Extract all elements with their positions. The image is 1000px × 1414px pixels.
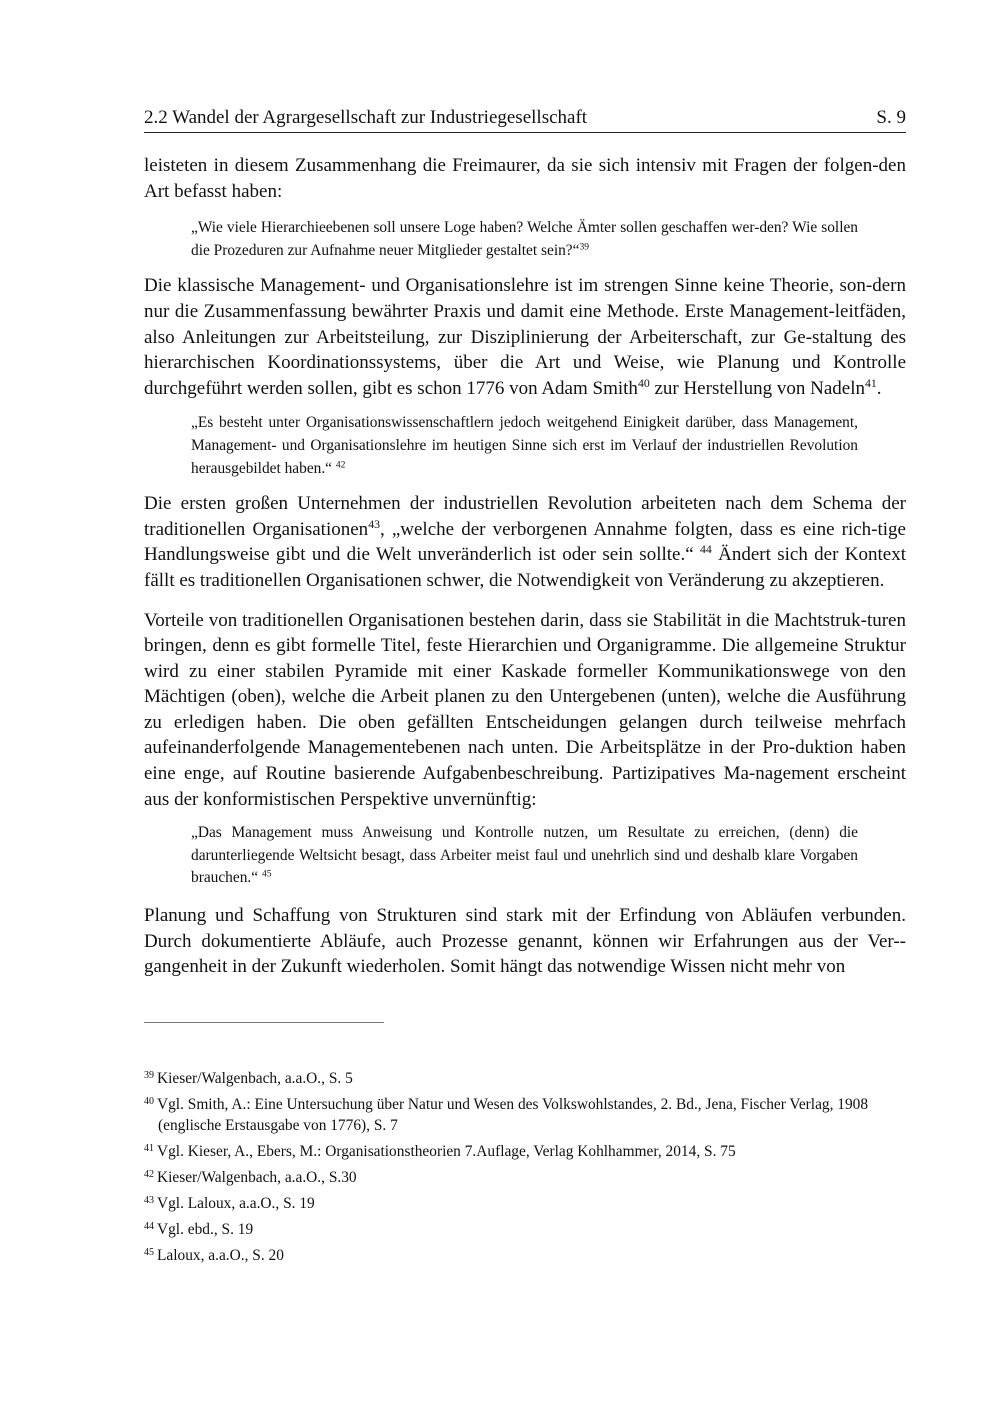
running-header — [144, 106, 906, 133]
footnote-ref: 41 — [864, 376, 877, 390]
block-quote — [191, 217, 858, 262]
paragraph-text: Die ersten großen Unternehmen der industriellen Revolution arbeiteten nach dem Schema der traditionellen Organisationen — [144, 493, 906, 540]
footnote-text: Vgl. Laloux, a.a.O., S. 19 — [157, 1194, 315, 1212]
block-quote — [191, 412, 858, 480]
page-number: S. 9 — [876, 107, 906, 128]
footnote-text: Laloux, a.a.O., S. 20 — [157, 1246, 284, 1264]
paragraph-text: , „welche der verborgenen Annahme folgten, dass es eine rich-tige Handlungsweise gibt und die Welt unveränderlich ist oder sein sollte.“ — [144, 518, 906, 566]
footnote-list — [144, 1068, 906, 1266]
footnote — [144, 1193, 906, 1214]
footnote — [144, 1167, 906, 1188]
footnote — [144, 1141, 906, 1162]
footnote-number: 45 — [144, 1246, 154, 1258]
footnote-text: Kieser/Walgenbach, a.a.O., S. 5 — [157, 1069, 353, 1087]
footnote — [144, 1219, 906, 1240]
footnote-text: Kieser/Walgenbach, a.a.O., S.30 — [157, 1168, 357, 1186]
paragraph-text: zur Herstellung von Nadeln — [649, 377, 865, 399]
footnote-number: 39 — [144, 1069, 154, 1081]
paragraph: leisteten in diesem Zusammenhang die Freimaurer, da sie sich intensiv mit Fragen der folgen-den Art befasst haben: — [144, 155, 906, 202]
paragraph-text: . — [876, 377, 882, 399]
section-title: 2.2 Wandel der Agrargesellschaft zur Industriegesellschaft — [144, 107, 588, 128]
block-quote — [191, 822, 858, 890]
footnote-ref: 42 — [335, 458, 346, 470]
footnote-number: 44 — [144, 1220, 154, 1232]
quote-text: „Wie viele Hierarchieebenen soll unsere Loge haben? Welche Ämter sollen geschaffen wer-den? Wie sollen die Prozeduren zur Aufnahme neuer Mitglieder gestaltet sein?“ — [191, 219, 858, 259]
paragraph: Planung und Schaffung von Strukturen sind stark mit der Erfindung von Abläufen verbunden. Durch dokumentierte Abläufe, auch Prozesse genannt, können wir Erfahrungen aus der Ver-gangenheit in der Zukunft wiederholen. Somit hängt das notwendige Wissen nicht mehr von — [144, 905, 906, 978]
paragraph-text: Die klassische Management- und Organisationslehre ist im strengen Sinne keine Theorie, son-dern nur die Zusammenfassung bewährter Praxis und damit eine Methode. Erste Management-leitfäden, also Anleitungen zur Arbeitsteilung, zur Disziplinierung der Arbeiterschaft, zur Ge-staltung des hierarchischen Koordinationssystems, über die Art und Weise, wie Planung und Kontrolle durchgeführt werden sollen, gibt es schon 1776 von Adam Smith — [144, 275, 906, 399]
footnote-ref: 45 — [261, 868, 272, 880]
quote-text: „Es besteht unter Organisationswissenschaftlern jedoch weitgehend Einigkeit darüber, dass Management, Management- und Organisationslehre im heutigen Sinne sich erst im Verlauf der industriellen Revolution herausgebildet haben.“ — [191, 414, 858, 477]
footnote-text: Vgl. Kieser, A., Ebers, M.: Organisationstheorien 7.Auflage, Verlag Kohlhammer, 2014, S. 75 — [157, 1142, 736, 1160]
footnote-number: 40 — [144, 1095, 154, 1107]
footnote-ref: 43 — [368, 517, 380, 531]
document-page — [144, 106, 906, 1266]
footnote-text: Vgl. Smith, A.: Eine Untersuchung über Natur und Wesen des Volkswohlstandes, 2. Bd., Jena, Fischer Verlag, 1908 (englische Erstausgabe von 1776), S. 7 — [157, 1095, 869, 1134]
footnote — [144, 1068, 906, 1089]
footnote — [144, 1245, 906, 1266]
footnote-number: 41 — [144, 1142, 154, 1154]
footnote-number: 43 — [144, 1194, 154, 1206]
footnote-ref: 44 — [700, 543, 712, 557]
paragraph-text: Ändert sich der Kontext fällt es traditionellen Organisationen schwer, die Notwendigkeit von Veränderung zu akzeptieren. — [144, 544, 906, 591]
footnote-separator — [144, 1022, 384, 1023]
paragraph — [144, 491, 906, 593]
footnote-ref: 40 — [637, 376, 650, 390]
quote-text: „Das Management muss Anweisung und Kontrolle nutzen, um Resultate zu erreichen, (denn) die darunterliegende Weltsicht besagt, dass Arbeiter meist faul und unehrlich sind und deshalb klare Vorgaben brauchen.“ — [191, 824, 858, 887]
paragraph — [144, 273, 906, 401]
footnote — [144, 1094, 906, 1136]
paragraph: Vorteile von traditionellen Organisationen bestehen darin, dass sie Stabilität in die Machtstruk-turen bringen, denn es gibt formelle Titel, feste Hierarchien und Organigramme. Die allgemeine Struktur wird zu einer stabilen Pyramide mit einer Kaskade formeller Kommunikationswege von den Mächtigen (oben), welche die Arbeit planen zu den Untergebenen (unten), welche die Ausführung zu erledigen haben. Die oben gefällten Entscheidungen gelangen durch teilweise mehrfach aufeinanderfolgende Managementebenen nach unten. Die Arbeitsplätze in der Pro-duktion haben eine enge, auf Routine basierende Aufgabenbeschreibung. Partizipatives Ma-nagement erscheint aus der konformistischen Perspektive unvernünftig: — [144, 609, 906, 810]
footnote-number: 42 — [144, 1168, 154, 1180]
footnote-text: Vgl. ebd., S. 19 — [157, 1220, 254, 1238]
footnote-ref: 39 — [579, 241, 589, 253]
